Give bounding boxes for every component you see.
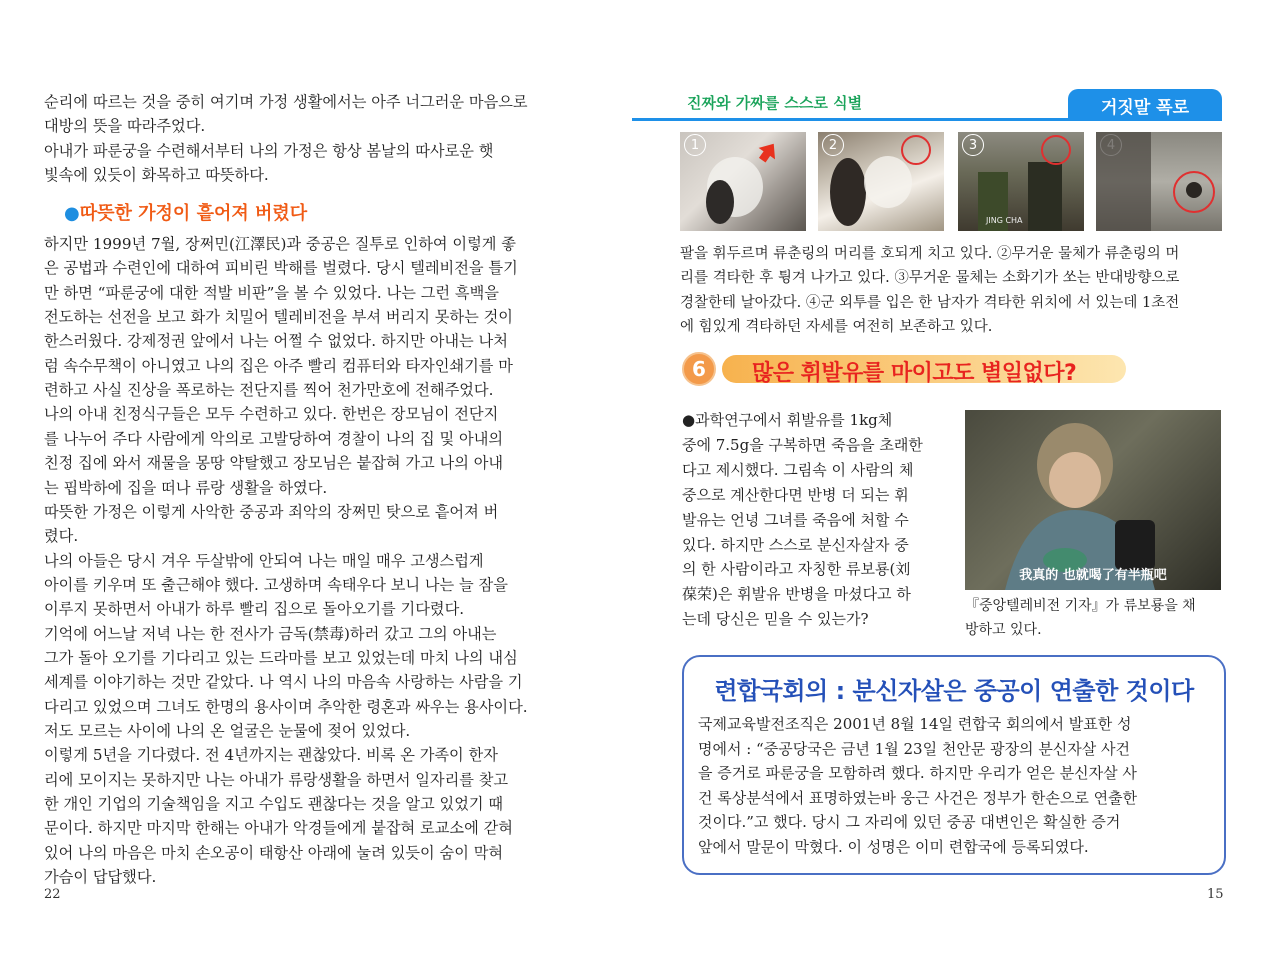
text-line: 다고 제시했다. 그림속 이 사람의 체 [682, 460, 914, 479]
text-line: 기억에 어느날 저녁 나는 한 전사가 금독(禁毒)하러 갔고 그의 아내는 [44, 624, 497, 643]
text-line: 경찰한테 날아갔다. ④군 외투를 입은 한 남자가 격타한 위치에 서 있는데 1초전 [680, 294, 1180, 311]
text-line: 중으로 계산한다면 반병 더 되는 휘 [682, 485, 909, 504]
page-number: 15 [1207, 887, 1224, 902]
caption-line: 『중앙텔레비전 기자』가 류보룡을 채 [965, 598, 1196, 614]
text-line: 명에서 : “중공당국은 금년 1월 23일 천안문 광장의 분신자살 사건 [698, 739, 1131, 758]
text-line: 나의 아내 친정식구들은 모두 수련하고 있다. 한번은 장모님이 전단지 [44, 405, 499, 424]
text-line: 국제교육발전조직은 2001년 8월 14일 련합국 회의에서 발표한 성 [698, 715, 1132, 733]
photo-3 [958, 132, 1084, 231]
text-line: 문이다. 하지만 마지막 한해는 아내가 악경들에게 붙잡혀 로교소에 갇혀 [44, 819, 513, 838]
header-badge: 거짓말 폭로 [1068, 89, 1222, 121]
text-line: 렸다. [44, 527, 79, 546]
text-line: 전도하는 선전을 보고 화가 치밀어 텔레비전을 부셔 버리지 못하는 것이 [44, 308, 513, 327]
text-line: 순리에 따르는 것을 중히 여기며 가정 생활에서는 아주 너그러운 마음으로 [44, 93, 528, 111]
video-subtitle: 我真的 也就喝了有半瓶吧 [1019, 568, 1167, 583]
text-line: 가슴이 답답했다. [44, 868, 157, 887]
text-line: 에 힘있게 격타하던 자세를 여전히 보존하고 있다. [680, 319, 993, 336]
text-line: 세계를 이야기하는 것만 같았다. 나 역시 나의 마음속 사랑하는 사람을 기 [44, 673, 523, 692]
text-line: 葆荣)은 휘발유 반병을 마셨다고 하 [682, 585, 911, 604]
photo-number: 2 [822, 134, 844, 156]
section-heading-text: 따뜻한 가정이 흩어져 버렸다 [79, 203, 308, 224]
text-line: 는 핍박하에 집을 떠나 류랑 생활을 하였다. [44, 478, 328, 497]
photo-caption: JING CHA [986, 216, 1023, 225]
text-line: 발유는 언녕 그녀를 죽음에 처할 수 [682, 510, 909, 529]
text-line: 그가 돌아 오기를 기다리고 있는 드라마를 보고 있었는데 마치 나의 내심 [44, 648, 518, 667]
section-number: 6 [682, 352, 716, 386]
header-rule [632, 118, 1222, 121]
right-page [632, 0, 1265, 978]
text-line: 의 한 사람이라고 자칭한 류보룡(刘 [682, 560, 911, 579]
text-line: 대방의 뜻을 따라주었다. [44, 117, 206, 135]
section-6-header [682, 352, 1226, 386]
text-line: 한 개인 기업의 기술책임을 지고 수입도 괜찮다는 것을 알고 있었기 때 [44, 795, 504, 814]
bullet-dot-icon: ● [64, 203, 80, 224]
text-line: 건 록상분석에서 표명하였는바 웅근 사건은 정부가 한손으로 연출한 [698, 788, 1138, 807]
highlight-circle-icon [1096, 132, 1222, 231]
text-line: 럼 속수무책이 아니였고 나의 집은 아주 빨리 컴퓨터와 타자인쇄기를 마 [44, 356, 513, 375]
text-line: ●과학연구에서 휘발유를 1kg체 [682, 411, 893, 429]
box-title: 련합국회의 : 분신자살은 중공이 연출한 것이다 [714, 677, 1194, 705]
highlight-circle-icon [818, 132, 944, 231]
text-line: 빛속에 있듯이 화목하고 따뜻하다. [44, 166, 269, 184]
text-line: 있어 나의 마음은 마치 손오공이 태항산 아래에 눌려 있듯이 숨이 막혀 [44, 843, 504, 862]
text-line: 는데 당신은 믿을 수 있는가? [682, 610, 869, 629]
section-title: 많은 휘발유를 마이고도 별일없다? [752, 361, 1077, 386]
text-line: 저도 모르는 사이에 나의 온 얼굴은 눈물에 젖어 있었다. [44, 722, 411, 740]
photo-1 [680, 132, 806, 231]
text-line: 이루지 못하면서 아내가 하루 빨리 집으로 돌아오기를 기다렸다. [44, 600, 465, 619]
caption-line: 방하고 있다. [965, 622, 1042, 638]
photo-2 [818, 132, 944, 231]
header-subtitle: 진짜와 가짜를 스스로 식별 [687, 94, 863, 112]
left-page [0, 0, 632, 978]
woman-figure-icon [965, 410, 1221, 590]
text-line: 리를 격타한 후 튕겨 나가고 있다. ③무거운 물체는 소화기가 쏘는 반대방향으로 [680, 270, 1180, 287]
photo-4 [1096, 132, 1222, 231]
photo-number: 1 [684, 134, 706, 156]
text-line: 것이다.”고 했다. 당시 그 자리에 있던 중공 대변인은 확실한 증거 [698, 813, 1121, 832]
woman-photo [965, 410, 1221, 590]
text-line: 따뜻한 가정은 이렇게 사악한 중공과 죄악의 장쩌민 탓으로 흩어져 버 [44, 502, 499, 521]
text-line: 를 나누어 주다 사람에게 악의로 고발당하여 경찰이 나의 집 및 아내의 [44, 429, 504, 448]
arrow-icon [680, 132, 806, 231]
text-line: 아내가 파룬궁을 수련해서부터 나의 가정은 항상 봄날의 따사로운 햇 [44, 142, 494, 160]
text-line: 을 증거로 파룬궁을 모함하려 했다. 하지만 우리가 얻은 분신자살 사 [698, 764, 1137, 783]
text-line: 중에 7.5g을 구복하면 죽음을 초래한 [682, 435, 923, 454]
text-line: 리에 모이지는 못하지만 나는 아내가 류랑생활을 하면서 일자리를 찾고 [44, 770, 509, 789]
text-line: 나의 아들은 당시 겨우 두살밖에 안되여 나는 매일 매우 고생스럽게 [44, 551, 484, 570]
text-line: 이렇게 5년을 기다렸다. 전 4년까지는 괜찮았다. 비록 온 가족이 한자 [44, 746, 498, 765]
photo-number: 3 [962, 134, 984, 156]
text-line: 앞에서 말문이 막혔다. 이 성명은 이미 련합국에 등록되였다. [698, 838, 1089, 856]
text-line: 은 공법과 수련인에 대하여 피비린 박해를 벌렸다. 당시 텔레비전을 틀기 [44, 259, 518, 278]
text-line: 하지만 1999년 7월, 장쩌민(江澤民)과 중공은 질투로 인하여 이렇게 좋 [44, 235, 516, 253]
text-line: 친정 집에 와서 재물을 몽땅 약탈했고 장모님은 붙잡혀 가고 나의 아내 [44, 454, 504, 473]
text-line: 다리고 있었으며 그녀도 한명의 용사이며 추악한 령혼과 싸우는 용사이다. [44, 697, 528, 716]
page-number: 22 [44, 887, 61, 902]
text-line: 한스러웠다. 강제정권 앞에서 나는 어쩔 수 없었다. 하지만 아내는 나처 [44, 332, 508, 351]
section-heading [64, 199, 307, 225]
text-line: 팔을 휘두르며 류춘링의 머리를 호되게 치고 있다. ②무거운 물체가 류춘링의 머 [680, 246, 1180, 262]
un-statement-box [682, 655, 1226, 875]
text-line: 있다. 하지만 스스로 분신자살자 중 [682, 535, 909, 554]
text-line: 만 하면 “파룬궁에 대한 적발 비판”을 볼 수 있었다. 나는 그런 흑백을 [44, 283, 499, 302]
text-line: 아이를 키우며 또 출근해야 했다. 고생하며 속태우다 보니 나는 늘 잠을 [44, 575, 508, 594]
text-line: 련하고 사실 진상을 폭로하는 전단지를 찍어 천가만호에 전해주었다. [44, 381, 494, 400]
